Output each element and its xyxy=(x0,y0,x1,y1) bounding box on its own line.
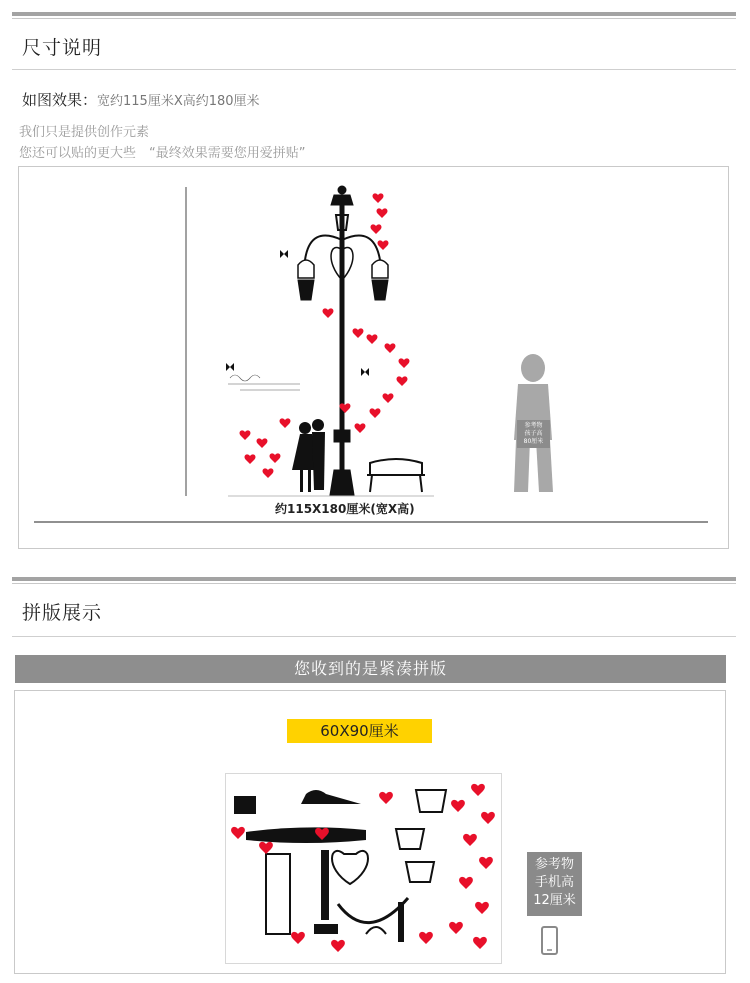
sheet-size-badge: 60X90厘米 xyxy=(287,719,432,743)
effect-value: 宽约115厘米X高约180厘米 xyxy=(97,94,260,109)
effect-label: 如图效果： xyxy=(22,91,98,109)
bench-icon xyxy=(367,459,425,492)
section-title-size: 尺寸说明 xyxy=(22,37,103,59)
note-line-1: 我们只是提供创作元素 xyxy=(19,125,150,140)
size-label: 约115X180厘米(宽X高) xyxy=(275,502,415,516)
child-ref-line-2: 孩子高 xyxy=(524,430,543,437)
couple-silhouette-icon xyxy=(292,419,325,492)
layout-banner: 您收到的是紧凑拼版 xyxy=(15,655,726,683)
phone-ref-line-3: 12厘米 xyxy=(533,893,576,908)
note-line-2: 您还可以贴的更大些 “最终效果需要您用爱拼贴” xyxy=(19,146,306,161)
child-ref-line-3: 80厘米 xyxy=(523,438,544,445)
phone-icon xyxy=(540,925,560,957)
section2-divider xyxy=(12,577,736,581)
sticker-sheet xyxy=(225,773,502,964)
phone-ref-line-2: 手机高 xyxy=(534,875,574,890)
section-title-layout: 拼版展示 xyxy=(22,602,103,624)
child-reference-tag xyxy=(517,420,550,448)
sticker-sheet-art xyxy=(226,774,503,965)
phone-reference-box xyxy=(527,852,582,916)
section2-divider-thin xyxy=(12,583,736,584)
script-decoration xyxy=(228,375,300,390)
section2-title-divider xyxy=(12,636,736,637)
phone-ref-line-1: 参考物 xyxy=(534,857,574,872)
child-ref-line-1: 参考物 xyxy=(524,422,543,429)
